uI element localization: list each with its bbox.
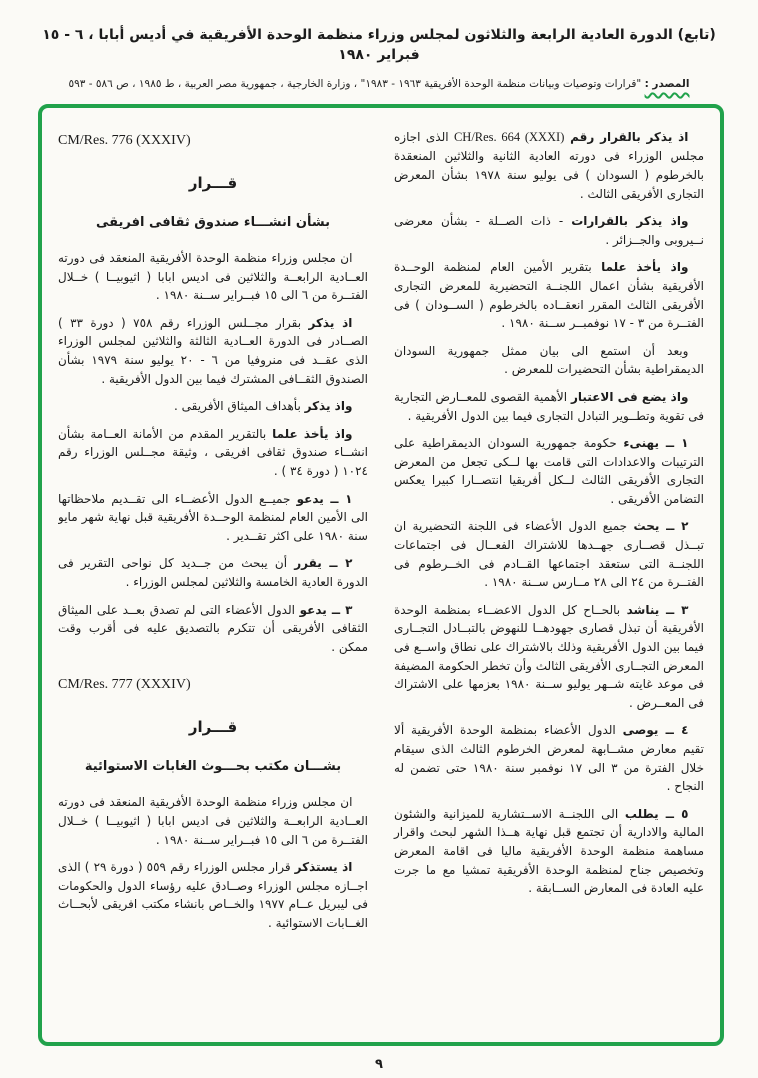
- paragraph: [58, 793, 368, 849]
- paragraph-text: بالتقرير المقدم من الأمانة العــامة بشأن انشــاء صندوق ثقافى افريقى ، وثيقة مجــلس الوزراء رقم ١٠٢٤ ( دورة ٣٤ ) .: [58, 426, 368, 479]
- page-number: ٩: [375, 1057, 383, 1072]
- paragraph: [394, 517, 704, 591]
- paragraph-text: ان مجلس وزراء منظمة الوحدة الأفريقية المنعقد فى دورته العــادية الرابعــة والثلاثين فى اديس ابابا ( اثيوبيــا ) خــلال الفتــرة من ٦ الى ١٥ فبــراير ســنة ١٩٨٠ .: [58, 251, 368, 303]
- paragraph-text: بالحــاح كل الدول الاعضــاء بمنظمة الوحدة الأفريقية أن تبذل قصارى جهودهــا للنهوض بالتبــادل التجــارى فيما بين الدول الأفريقية وذلك بالاشتراك على نطاق واســع فى المعرض التجــارى الأفريقى الثالث وأن تخطر الحكومة المضيفة فى موعد غايته شــهر يوليو ســنة ١٩٨٠ بعزمها على الاشتراك فى المعــرض .: [394, 602, 704, 710]
- paragraph-text: ان مجلس وزراء منظمة الوحدة الأفريقية المنعقد فى دورته العــادية الرابعــة والثلاثين فى اديس ابابا ( اثيوبيــا ) خــلال الفتــرة من ٦ الى ١٥ فبــراير ســنة ١٩٨٠ .: [58, 795, 368, 847]
- paragraph-text: - ذات الصــلة - بشأن معرضى نــيروبى والجــزائر .: [394, 214, 704, 247]
- paragraph: [394, 805, 704, 898]
- paragraph-lead: ٥ ــ يطلب: [624, 806, 689, 821]
- paragraph-lead: ١ ــ يهنىء: [623, 436, 689, 451]
- paragraph: [394, 258, 704, 332]
- paragraph-text: حكومة جمهورية السودان الديمقراطية على الترتيبات والاعدادات التى قامت بها لــكى تجعل من المعرض التجارى الأفريقى الثالث لــكل أفريقيا انتصــارا كبيرا يعكس التضامن الأفريقى .: [394, 436, 704, 506]
- paragraph: [58, 314, 368, 388]
- paragraph: [58, 554, 368, 591]
- paragraph: [394, 128, 704, 203]
- columns: [58, 128, 704, 1022]
- paragraph-lead: ٣ ــ يناشد: [626, 602, 689, 617]
- paragraph-lead: ٤ ــ يوصى: [622, 723, 689, 738]
- paragraph-lead: ٢ ــ يحث: [633, 519, 689, 534]
- resolution-title: قـــرار: [188, 718, 238, 737]
- source-label: المصدر :: [644, 78, 690, 91]
- paragraph-text: بتقرير الأمين العام لمنظمة الوحــدة الأفريقية بشأن اعمال اللجنــة التحضيرية للمعرض التجارى الأفريقى الثالث المقرر انعقــاده بالخرطوم ( الســودان ) فى الفتــرة من ٣ - ١٧ نوفمبــر ســنة ١٩٨٠ .: [394, 260, 704, 331]
- paragraph-lead: واذ يأخذ علما: [601, 260, 689, 275]
- paragraph-lead: اذ يستذكر: [294, 860, 353, 875]
- paragraph-lead: اذ يذكر بالقرار رقم: [564, 130, 689, 144]
- resolution-subtitle: بشأن انشـــاء صندوق ثقافى افريقى: [96, 214, 330, 230]
- source-text: "قرارات وتوصيات وبيانات منظمة الوحدة الأفريقية ١٩٦٣ - ١٩٨٣" ، وزارة الخارجية ، جمهورية مصر العربية ، ط ١٩٨٥ ، ص ٥٨٦ - ٥٩٣: [68, 78, 642, 91]
- paragraph-lead: ١ ــ يدعو: [296, 491, 353, 506]
- page-header: [0, 0, 758, 93]
- resolution-code: CM/Res. 776 (XXXIV): [58, 133, 191, 148]
- paragraph: [58, 858, 368, 932]
- paragraph-text: الدول الأعضاء بمنظمة الوحدة الأفريقية ألا تقيم معارض مشــابهة لمعرض الخرطوم الثالث الذى سيقام خلال الفترة من ٣ الى ١٧ نوفمبر سنة ١٩٨٠ حتى تضمن له النجاح .: [394, 723, 704, 794]
- source-line: [34, 76, 724, 93]
- paragraph-text: الذى اجازه مجلس الوزراء فى دورته العادية الثانية والثلاثين المنعقدة بالخرطوم ( السودان ) فى يوليو سنة ١٩٧٨ بشأن المعرض التجارى الأفريقى الثالث .: [394, 130, 704, 201]
- paragraph-text: جميــع الدول الأعضــاء الى تقــديم ملاحظاتها الى الأمين العام لمنظمة الوحــدة الأفريقية قبل نهاية شهر مايو سنة ١٩٨٠ على اكثر تقــدير .: [58, 491, 368, 543]
- paragraph-lead: ٢ ــ يقرر: [294, 556, 353, 571]
- resolution-section-776: [58, 130, 368, 656]
- paragraph-text: الدول الأعضاء التى لم تصدق بعــد على الميثاق الثقافى الأفريقى أن تتكرم بالتصديق عليه فى أقرب وقت ممكن .: [58, 602, 368, 654]
- resolution-section-777: [58, 674, 368, 932]
- paragraph-text: أن يبحث من جــديد كل نواحى التقرير فى الدورة العادية الخامسة والثلاثين لمجلس الوزراء .: [58, 556, 368, 589]
- paragraph: [394, 388, 704, 425]
- paragraph: [58, 601, 368, 657]
- paragraph: [394, 601, 704, 713]
- paragraph-text: الأهمية القصوى للمعــارض التجارية فى تقوية وتطــوير التبادل التجارى فيما بين الدول الأفريقية .: [394, 389, 704, 423]
- resolution-code: CM/Res. 777 (XXXIV): [58, 677, 191, 693]
- resolution-title: قـــرار: [188, 173, 238, 192]
- paragraph: [394, 721, 704, 795]
- paragraph: [394, 342, 704, 379]
- paragraph-text: بقرار مجــلس الوزراء رقم ٧٥٨ ( دورة ٣٣ ) الصــادر فى الدورة العــادية الثالثة والثلاثين لمجلس الوزراء الذى عقــد فى منروفيا من ٦ - ٢٠ يوليو سنة ١٩٧٩ بشأن الصندوق الثقــافى المشترك فيما بين الدول الأفريقية .: [58, 315, 369, 386]
- paragraph-text: الى اللجنــة الاســتشارية للميزانية والشئون المالية والادارية أن تجتمع قبل نهاية هــذا الشهر لبحث واقرار مساهمة منظمة الوحدة الأفريقية ماليا فى اقامة المعرض وتخصيص جناح لمنظمة الوحدة الأفريقية تمشيا مع ما جرت عليه العادة فى المعارض الســابقة .: [394, 806, 704, 896]
- paragraph-lead: ٣ ــ يدعو: [299, 602, 353, 617]
- paragraph-lead: واذ يأخذ علما: [272, 426, 353, 441]
- column-left: [58, 128, 368, 1022]
- paragraph: [394, 434, 704, 508]
- page-header-title: (تابع) الدورة العادية الرابعة والثلاثون لمجلس وزراء منظمة الوحدة الأفريقية في أديس أبابا ، ٦ - ١٥ فبراير ١٩٨٠: [42, 27, 716, 63]
- paragraph-text: جميع الدول الأعضاء فى اللجنة التحضيرية ان تبــذل قصــارى جهــدها للاشتراك الفعــال فى اجتماعات اللجنــة التى ستعقد اجتماعها القــادم فى الخــرطوم فى الفتــرة من ٢٤ الى ٢٨ مــارس ســنة ١٩٨٠ .: [394, 519, 704, 590]
- paragraph-lead: واذ يضع فى الاعتبار: [570, 389, 689, 404]
- paragraph: [394, 212, 704, 249]
- inline-resolution-code: CH/Res. 664 (XXXI): [453, 130, 565, 144]
- paragraph: [58, 249, 368, 305]
- paragraph-lead: واذ يذكر: [304, 399, 353, 414]
- paragraph: [58, 397, 368, 416]
- paragraph-text: بأهداف الميثاق الأفريقى .: [174, 399, 305, 414]
- paragraph-lead: واذ يذكر بالقرارات: [571, 214, 689, 229]
- column-right: [394, 128, 704, 1022]
- paragraph-lead: اذ يذكر: [308, 315, 353, 330]
- paragraph-text: وبعد أن استمع الى بيان ممثل جمهورية السودان الديمقراطية بشأن التحضيرات للمعرض .: [394, 343, 704, 377]
- paragraph: [58, 490, 368, 546]
- paragraph-text: قرار مجلس الوزراء رقم ٥٥٩ ( دورة ٢٩ ) الذى اجــازه مجلس الوزراء وصــادق عليه رؤساء الدول والحكومات فى ليبريل عــام ١٩٧٧ والخــاص بانشاء مكتب افريقى لأبحــاث الغــابات الاستوائية .: [58, 860, 368, 930]
- green-frame: [38, 104, 724, 1046]
- paragraph: [58, 425, 368, 481]
- resolution-subtitle: بشـــان مكتب بحـــوث الغابات الاستوائية: [84, 759, 342, 775]
